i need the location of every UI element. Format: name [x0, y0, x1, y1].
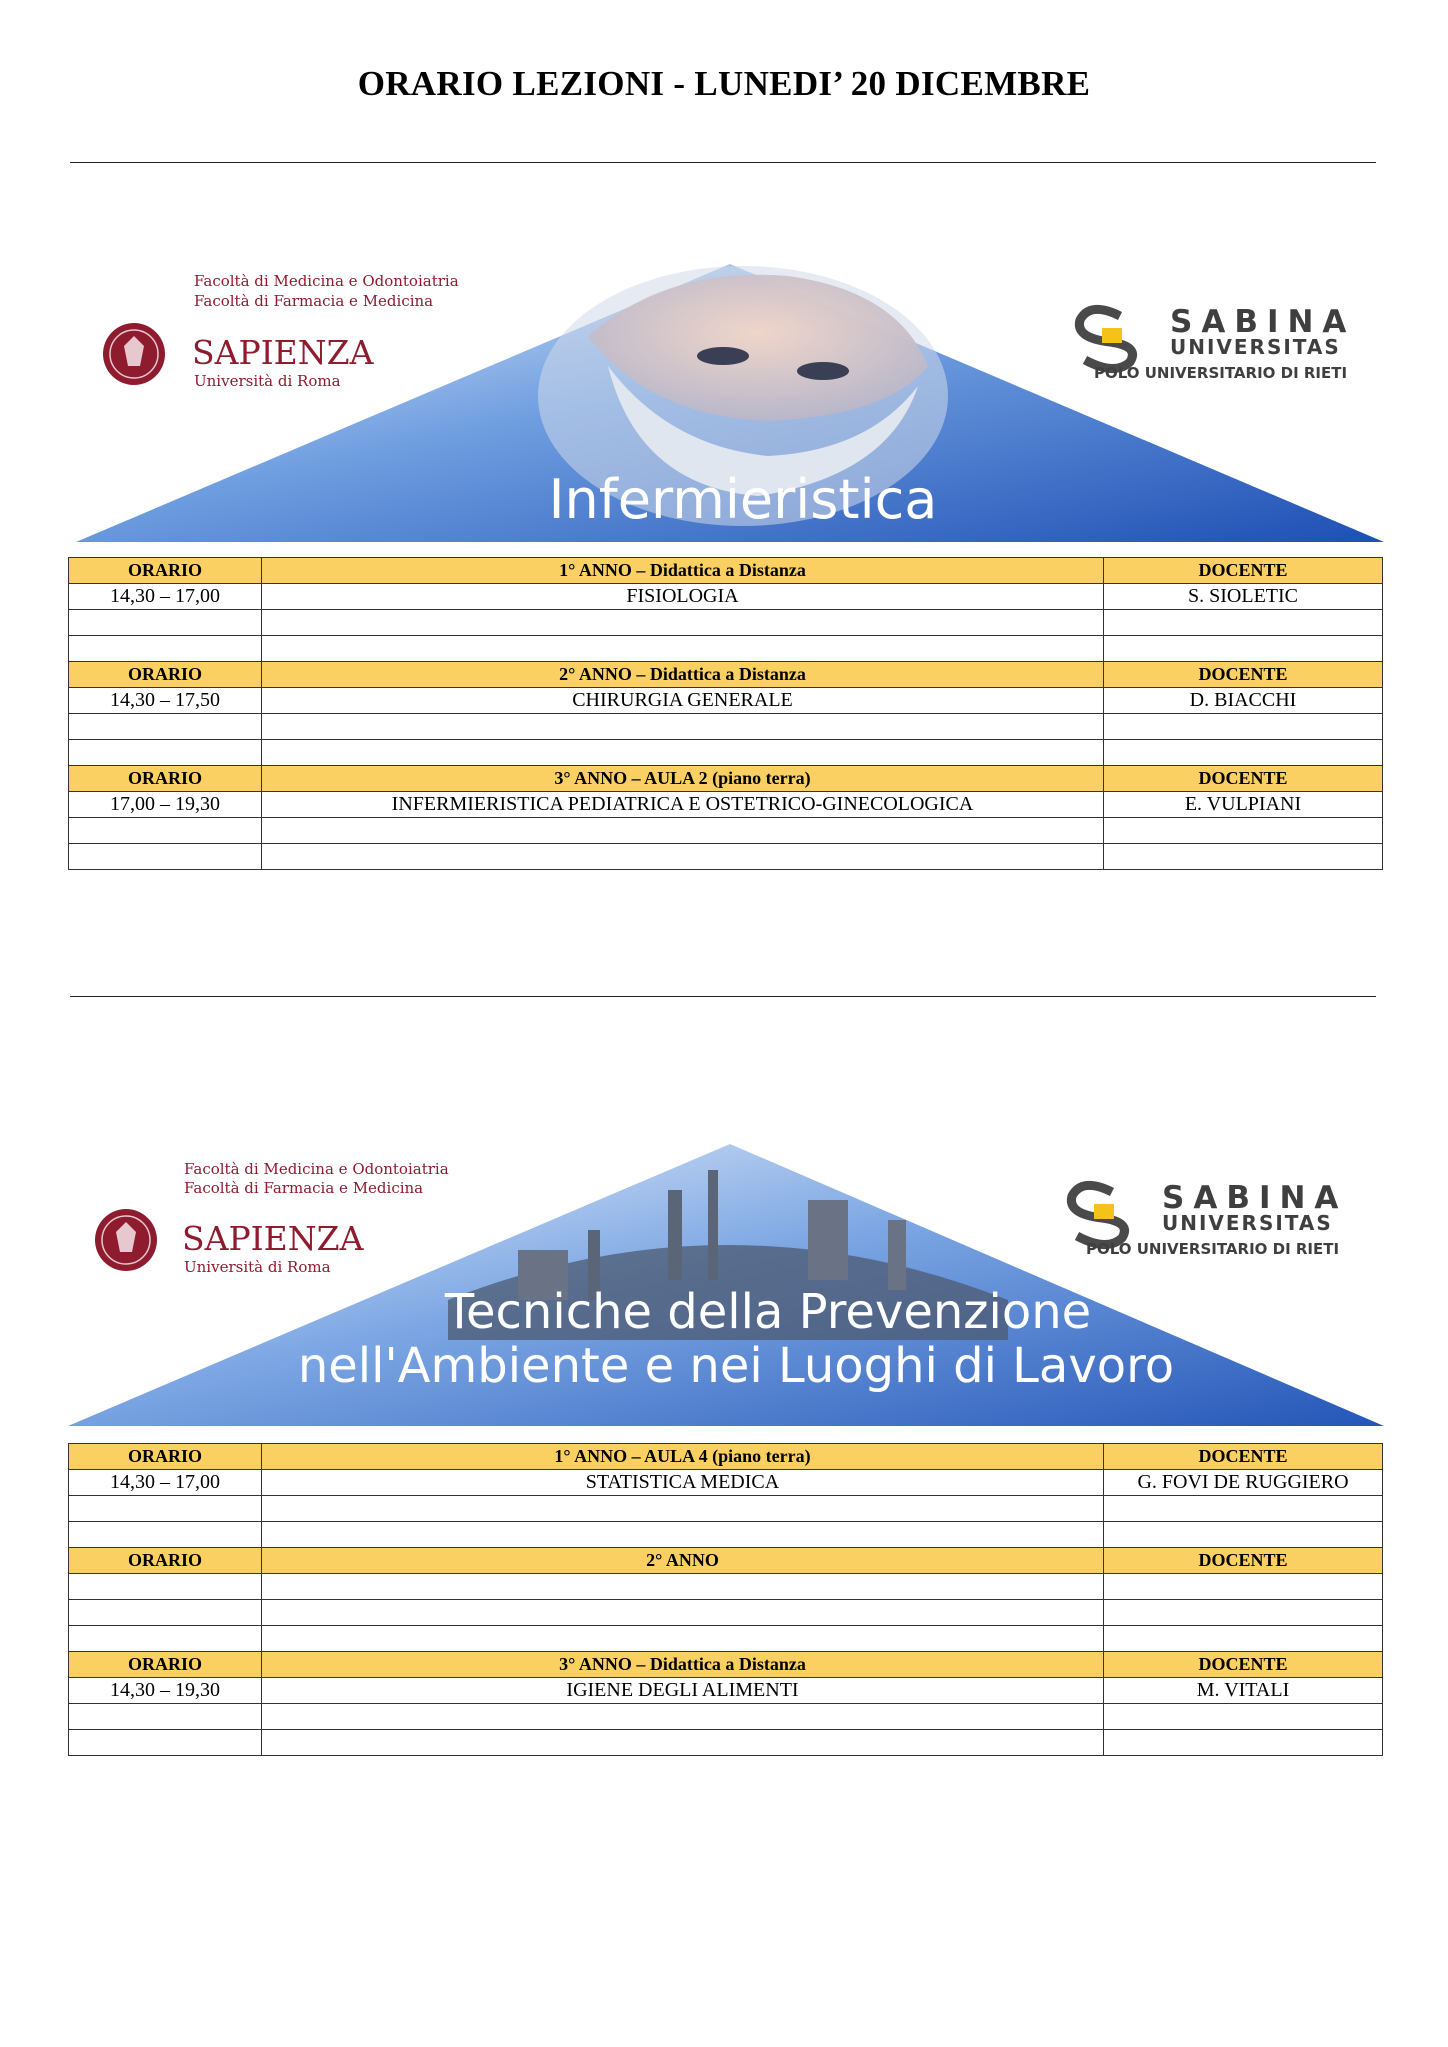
- table-row: [69, 818, 1383, 844]
- docente-cell: [1104, 1574, 1383, 1600]
- materia-cell: INFERMIERISTICA PEDIATRICA E OSTETRICO-GINECOLOGICA: [262, 792, 1104, 818]
- anno-header: 1° ANNO – Didattica a Distanza: [262, 558, 1104, 584]
- orario-header: ORARIO: [69, 662, 262, 688]
- polo-text: POLO UNIVERSITARIO DI RIETI: [1094, 364, 1348, 382]
- orario-cell: 14,30 – 19,30: [69, 1678, 262, 1704]
- faculty-line-2: Facoltà di Farmacia e Medicina: [184, 1179, 424, 1197]
- orario-cell: [69, 1704, 262, 1730]
- faculty-line-1: Facoltà di Medicina e Odontoiatria: [194, 272, 459, 290]
- table-row: [69, 714, 1383, 740]
- sapienza-wordmark: SAPIENZA: [192, 333, 374, 372]
- docente-header: DOCENTE: [1104, 1548, 1383, 1574]
- materia-cell: [262, 818, 1104, 844]
- page-title: ORARIO LEZIONI - LUNEDI’ 20 DICEMBRE: [357, 64, 1091, 103]
- sapienza-subtitle: Università di Roma: [194, 372, 341, 390]
- anno-header: 1° ANNO – AULA 4 (piano terra): [262, 1444, 1104, 1470]
- sabina-logo: [1079, 304, 1355, 382]
- orario-cell: 14,30 – 17,50: [69, 688, 262, 714]
- table-header-row: [69, 1444, 1383, 1470]
- table-header-row: [69, 1548, 1383, 1574]
- docente-cell: M. VITALI: [1104, 1678, 1383, 1704]
- schedule-table-infermieristica: [68, 557, 1383, 870]
- orario-header: ORARIO: [69, 766, 262, 792]
- materia-cell: [262, 610, 1104, 636]
- faculty-line-2: Facoltà di Farmacia e Medicina: [194, 292, 434, 310]
- orario-cell: [69, 636, 262, 662]
- sapienza-subtitle: Università di Roma: [184, 1258, 331, 1276]
- docente-cell: [1104, 1496, 1383, 1522]
- sabina-logo: [1071, 1180, 1347, 1258]
- table-row: [69, 688, 1383, 714]
- materia-cell: [262, 740, 1104, 766]
- universitas-wordmark: UNIVERSITAS: [1170, 335, 1341, 359]
- docente-cell: [1104, 610, 1383, 636]
- docente-cell: [1104, 740, 1383, 766]
- orario-cell: [69, 1522, 262, 1548]
- banner-graphic: [68, 246, 1384, 546]
- sabina-wordmark: SABINA: [1170, 304, 1356, 340]
- materia-cell: [262, 1496, 1104, 1522]
- materia-cell: [262, 1626, 1104, 1652]
- materia-cell: [262, 714, 1104, 740]
- orario-header: ORARIO: [69, 1444, 262, 1470]
- table-row: [69, 1574, 1383, 1600]
- docente-header: DOCENTE: [1104, 1652, 1383, 1678]
- table-row: [69, 1730, 1383, 1756]
- table-row: [69, 1496, 1383, 1522]
- docente-cell: [1104, 1626, 1383, 1652]
- table-row: [69, 1704, 1383, 1730]
- banner-tecniche-prevenzione: [68, 1130, 1384, 1430]
- materia-cell: IGIENE DEGLI ALIMENTI: [262, 1678, 1104, 1704]
- orario-cell: [69, 1730, 262, 1756]
- docente-cell: [1104, 636, 1383, 662]
- docente-cell: E. VULPIANI: [1104, 792, 1383, 818]
- docente-cell: [1104, 1730, 1383, 1756]
- table-row: [69, 1470, 1383, 1496]
- orario-cell: [69, 1600, 262, 1626]
- materia-cell: [262, 1704, 1104, 1730]
- orario-cell: [69, 610, 262, 636]
- docente-cell: S. SIOLETIC: [1104, 584, 1383, 610]
- orario-cell: 14,30 – 17,00: [69, 1470, 262, 1496]
- docente-cell: G. FOVI DE RUGGIERO: [1104, 1470, 1383, 1496]
- anno-header: 3° ANNO – AULA 2 (piano terra): [262, 766, 1104, 792]
- anno-header: 3° ANNO – Didattica a Distanza: [262, 1652, 1104, 1678]
- orario-cell: [69, 1496, 262, 1522]
- materia-cell: [262, 1730, 1104, 1756]
- table-row: [69, 1678, 1383, 1704]
- table-row: [69, 1522, 1383, 1548]
- docente-header: DOCENTE: [1104, 662, 1383, 688]
- orario-header: ORARIO: [69, 1548, 262, 1574]
- faculty-line-1: Facoltà di Medicina e Odontoiatria: [184, 1160, 449, 1178]
- table-row: [69, 1626, 1383, 1652]
- table-row: [69, 740, 1383, 766]
- banner-title: Tecniche della Prevenzione: [444, 1284, 1092, 1340]
- orario-cell: [69, 818, 262, 844]
- docente-header: DOCENTE: [1104, 766, 1383, 792]
- table-header-row: [69, 558, 1383, 584]
- anno-header: 2° ANNO – Didattica a Distanza: [262, 662, 1104, 688]
- docente-cell: [1104, 844, 1383, 870]
- banner-graphic: [68, 1130, 1384, 1430]
- universitas-wordmark: UNIVERSITAS: [1162, 1211, 1333, 1235]
- table-row: [69, 584, 1383, 610]
- divider: [70, 162, 1376, 163]
- materia-cell: CHIRURGIA GENERALE: [262, 688, 1104, 714]
- sapienza-logo: [95, 1160, 449, 1276]
- orario-cell: [69, 844, 262, 870]
- orario-cell: 17,00 – 19,30: [69, 792, 262, 818]
- docente-cell: [1104, 1522, 1383, 1548]
- table-row: [69, 636, 1383, 662]
- table-row: [69, 844, 1383, 870]
- anno-header: 2° ANNO: [262, 1548, 1104, 1574]
- materia-cell: STATISTICA MEDICA: [262, 1470, 1104, 1496]
- banner-title-line-2: nell'Ambiente e nei Luoghi di Lavoro: [297, 1338, 1175, 1394]
- orario-cell: [69, 740, 262, 766]
- orario-header: ORARIO: [69, 1652, 262, 1678]
- orario-header: ORARIO: [69, 558, 262, 584]
- divider: [70, 996, 1376, 997]
- book-icon: [1102, 328, 1122, 343]
- schedule-table-tecniche-prevenzione: [68, 1443, 1383, 1756]
- banner-infermieristica: [68, 246, 1384, 546]
- docente-cell: [1104, 1600, 1383, 1626]
- docente-cell: D. BIACCHI: [1104, 688, 1383, 714]
- docente-header: DOCENTE: [1104, 1444, 1383, 1470]
- docente-cell: [1104, 1704, 1383, 1730]
- table-row: [69, 792, 1383, 818]
- materia-cell: FISIOLOGIA: [262, 584, 1104, 610]
- table-header-row: [69, 662, 1383, 688]
- banner-title: Infermieristica: [548, 468, 938, 531]
- orario-cell: 14,30 – 17,00: [69, 584, 262, 610]
- materia-cell: [262, 1522, 1104, 1548]
- materia-cell: [262, 1574, 1104, 1600]
- sapienza-logo: [103, 272, 459, 390]
- polo-text: POLO UNIVERSITARIO DI RIETI: [1086, 1240, 1340, 1258]
- table-row: [69, 1600, 1383, 1626]
- book-icon: [1094, 1204, 1114, 1219]
- materia-cell: [262, 844, 1104, 870]
- materia-cell: [262, 636, 1104, 662]
- orario-cell: [69, 1574, 262, 1600]
- sapienza-wordmark: SAPIENZA: [182, 1219, 364, 1258]
- orario-cell: [69, 1626, 262, 1652]
- orario-cell: [69, 714, 262, 740]
- docente-cell: [1104, 818, 1383, 844]
- table-header-row: [69, 766, 1383, 792]
- docente-header: DOCENTE: [1104, 558, 1383, 584]
- sabina-wordmark: SABINA: [1162, 1180, 1348, 1216]
- table-header-row: [69, 1652, 1383, 1678]
- materia-cell: [262, 1600, 1104, 1626]
- docente-cell: [1104, 714, 1383, 740]
- table-row: [69, 610, 1383, 636]
